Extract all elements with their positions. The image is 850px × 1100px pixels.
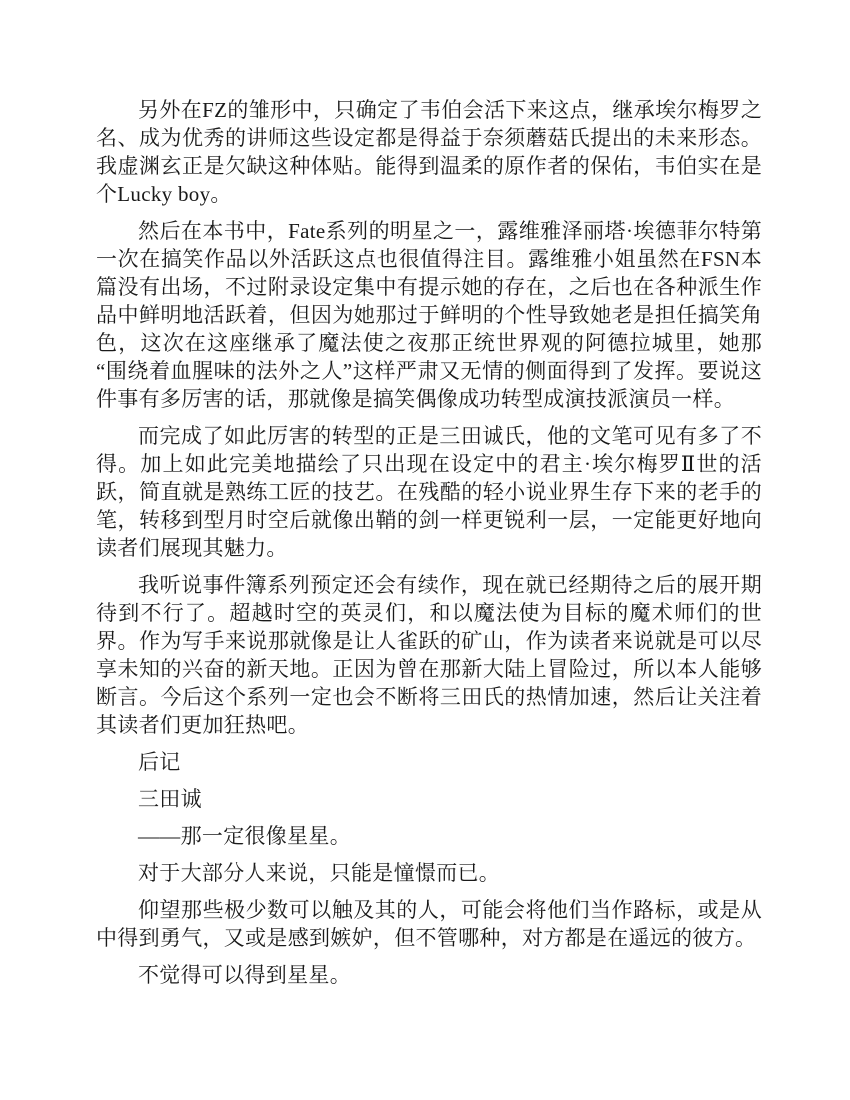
paragraph-body-1: 另外在FZ的雏形中，只确定了韦伯会活下来这点，继承埃尔梅罗之名、成为优秀的讲师这些设定都是得益于奈须蘑菇氏提出的未来形态。我虚渊玄正是欠缺这种体贴。能得到温柔的原作者的保佑，韦伯实在是个Lucky boy。 bbox=[96, 98, 762, 206]
paragraph-body-3: 而完成了如此厉害的转型的正是三田诚氏，他的文笔可见有多了不得。加上如此完美地描绘了只出现在设定中的君主·埃尔梅罗Ⅱ世的活跃，简直就是熟练工匠的技艺。在残酷的轻小说业界生存下来的老手的笔，转移到型月时空后就像出鞘的剑一样更锐利一层，一定能更好地向读者们展现其魅力。 bbox=[96, 424, 762, 560]
author-signature: 三田诚 bbox=[138, 787, 202, 811]
paragraph-quote-2: 对于大部分人来说，只能是憧憬而已。 bbox=[138, 861, 501, 885]
paragraph-body-2: 然后在本书中，Fate系列的明星之一，露维雅泽丽塔·埃德菲尔特第一次在搞笑作品以外活跃这点也很值得注目。露维雅小姐虽然在FSN本篇没有出场，不过附录设定集中有提示她的存在，之后也在各种派生作品中鲜明地活跃着，但因为她那过于鲜明的个性导致她老是担任搞笑角色，这次在这座继承了魔法使之夜那正统世界观的阿德拉城里，她那“围绕着血腥味的法外之人”这样严肃又无情的侧面得到了发挥。要说这件事有多厉害的话，那就像是搞笑偶像成功转型成演技派演员一样。 bbox=[96, 219, 762, 411]
paragraph-quote-3: 仰望那些极少数可以触及其的人，可能会将他们当作路标，或是从中得到勇气，又或是感到嫉妒，但不管哪种，对方都是在遥远的彼方。 bbox=[96, 898, 762, 950]
paragraph-quote-1: ——那一定很像星星。 bbox=[138, 824, 351, 848]
paragraph-body-4: 我听说事件簿系列预定还会有续作，现在就已经期待之后的展开期待到不行了。超越时空的英灵们，和以魔法使为目标的魔术师们的世界。作为写手来说那就像是让人雀跃的矿山，作为读者来说就是可以尽享未知的兴奋的新天地。正因为曾在那新大陆上冒险过，所以本人能够断言。今后这个系列一定也会不断将三田氏的热情加速，然后让关注着其读者们更加狂热吧。 bbox=[96, 573, 762, 737]
paragraph-quote-4: 不觉得可以得到星星。 bbox=[138, 963, 351, 987]
afterword-heading: 后记 bbox=[138, 750, 181, 774]
